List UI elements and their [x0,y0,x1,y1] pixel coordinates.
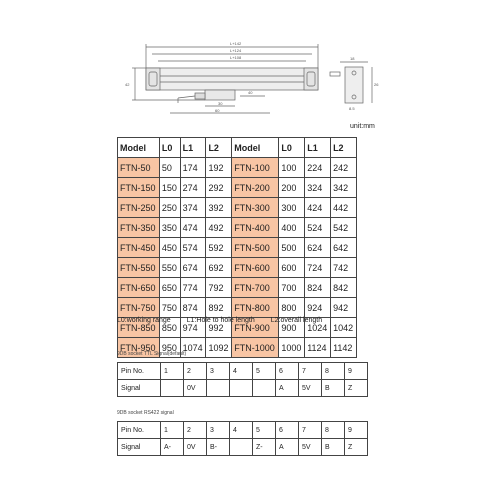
value-cell: 242 [331,158,357,178]
value-cell: 700 [279,278,305,298]
value-cell: 874 [180,298,206,318]
value-cell: 974 [180,318,206,338]
signal-cell [230,380,253,397]
model-cell: FTN-150 [118,178,160,198]
rs422-signal-row [118,439,368,456]
signal-cell: A [276,439,299,456]
value-cell: 900 [279,318,305,338]
value-cell: 792 [206,278,232,298]
pin-cell: 9 [345,363,368,380]
dim-side-bottom-label: 8.5 [349,106,355,111]
pin-cell: 8 [322,363,345,380]
value-cell: 800 [279,298,305,318]
spec-row [118,298,357,318]
model-cell: FTN-200 [232,178,279,198]
pin-cell: 6 [276,422,299,439]
signal-cell: Z [345,439,368,456]
value-cell: 400 [279,218,305,238]
value-cell: 650 [159,278,180,298]
legend-l1: L1:Hole to hole length [186,317,255,324]
value-cell: 250 [159,198,180,218]
value-cell: 542 [331,218,357,238]
dim-side-height-label: 26 [374,82,379,87]
value-cell: 150 [159,178,180,198]
value-cell: 442 [331,198,357,218]
model-cell: FTN-1000 [232,338,279,358]
model-cell: FTN-750 [118,298,160,318]
value-cell: 1000 [279,338,305,358]
spec-table [117,137,357,358]
value-cell: 574 [180,238,206,258]
value-cell: 500 [279,238,305,258]
signal-cell [230,439,253,456]
value-cell: 750 [159,298,180,318]
technical-drawing [0,0,500,125]
signal-cell: Z- [253,439,276,456]
unit-label: unit:mm [350,123,375,130]
value-cell: 642 [331,238,357,258]
value-cell: 524 [305,218,331,238]
model-cell: FTN-800 [232,298,279,318]
signal-label: Signal [118,439,161,456]
pin-cell: 1 [161,363,184,380]
value-cell: 774 [180,278,206,298]
header-l1: L1 [180,138,206,158]
pin-cell: 9 [345,422,368,439]
signal-cell [161,380,184,397]
value-cell: 892 [206,298,232,318]
signal-cell: A [276,380,299,397]
dim-bottom-label: 60 [215,108,220,113]
value-cell: 374 [180,198,206,218]
value-cell: 324 [305,178,331,198]
spec-table-body [118,158,357,358]
signal-cell: 0V [184,380,207,397]
pin-cell: 2 [184,422,207,439]
dim-head-label: 30 [218,101,223,106]
spec-row [118,198,357,218]
signal-cell [207,380,230,397]
spec-row [118,258,357,278]
dim-side-width-label: 18 [350,56,355,61]
value-cell: 600 [279,258,305,278]
header-l0: L0 [159,138,180,158]
header-l2-2: L2 [331,138,357,158]
value-cell: 492 [206,218,232,238]
model-cell: FTN-100 [232,158,279,178]
model-cell: FTN-400 [232,218,279,238]
pin-cell: 4 [230,363,253,380]
model-cell: FTN-250 [118,198,160,218]
value-cell: 174 [180,158,206,178]
pin-label: Pin No. [118,363,161,380]
pin-cell: 7 [299,422,322,439]
pin-cell: 3 [207,422,230,439]
value-cell: 392 [206,198,232,218]
pin-cell: 3 [207,363,230,380]
model-cell: FTN-350 [118,218,160,238]
value-cell: 224 [305,158,331,178]
model-cell: FTN-500 [232,238,279,258]
model-cell: FTN-650 [118,278,160,298]
value-cell: 474 [180,218,206,238]
legend-l0: L0:working range [117,317,171,324]
value-cell: 1124 [305,338,331,358]
value-cell: 950 [159,338,180,358]
rs422-title: 9DB socket RS422 signal [117,410,174,416]
pin-cell: 8 [322,422,345,439]
model-cell: FTN-450 [118,238,160,258]
pin-cell: 5 [253,422,276,439]
model-cell: FTN-300 [232,198,279,218]
dim-overall-label: L+142 [230,41,242,46]
value-cell: 292 [206,178,232,198]
signal-cell: 0V [184,439,207,456]
spec-row [118,278,357,298]
signal-cell: B [322,380,345,397]
legend [117,317,336,324]
pin-label: Pin No. [118,422,161,439]
signal-cell: Z [345,380,368,397]
pin-cell: 2 [184,363,207,380]
pin-cell: 7 [299,363,322,380]
value-cell: 1092 [206,338,232,358]
rs422-table [117,421,368,456]
model-cell: FTN-50 [118,158,160,178]
value-cell: 50 [159,158,180,178]
model-cell: FTN-850 [118,318,160,338]
value-cell: 1024 [305,318,331,338]
header-model: Model [118,138,160,158]
pin-cell: 4 [230,422,253,439]
value-cell: 550 [159,258,180,278]
value-cell: 842 [331,278,357,298]
model-cell: FTN-900 [232,318,279,338]
dim-range-label: L+108 [230,55,242,60]
value-cell: 850 [159,318,180,338]
value-cell: 942 [331,298,357,318]
value-cell: 724 [305,258,331,278]
value-cell: 624 [305,238,331,258]
ttl-pin-row [118,363,368,380]
ttl-table [117,362,368,397]
signal-cell: B- [207,439,230,456]
rs422-pin-row [118,422,368,439]
value-cell: 450 [159,238,180,258]
signal-cell: 5V [299,380,322,397]
value-cell: 350 [159,218,180,238]
value-cell: 824 [305,278,331,298]
value-cell: 274 [180,178,206,198]
value-cell: 1142 [331,338,357,358]
value-cell: 100 [279,158,305,178]
value-cell: 200 [279,178,305,198]
dim-offset-label: 40 [248,90,253,95]
spec-row [118,238,357,258]
pin-cell: 1 [161,422,184,439]
value-cell: 674 [180,258,206,278]
spec-header-row [118,138,357,158]
signal-cell: A- [161,439,184,456]
model-cell: FTN-950 [118,338,160,358]
ttl-title: 9DB socket TTL Signal(default) [117,351,187,357]
model-cell: FTN-550 [118,258,160,278]
signal-cell [253,380,276,397]
spec-row [118,218,357,238]
value-cell: 300 [279,198,305,218]
header-l1-2: L1 [305,138,331,158]
value-cell: 692 [206,258,232,278]
value-cell: 424 [305,198,331,218]
model-cell: FTN-600 [232,258,279,278]
value-cell: 1074 [180,338,206,358]
signal-cell: B [322,439,345,456]
value-cell: 592 [206,238,232,258]
value-cell: 1042 [331,318,357,338]
header-l0-2: L0 [279,138,305,158]
dim-height-label: 42 [125,82,130,87]
spec-row [118,178,357,198]
pin-cell: 6 [276,363,299,380]
header-l2: L2 [206,138,232,158]
value-cell: 742 [331,258,357,278]
value-cell: 192 [206,158,232,178]
ttl-signal-row [118,380,368,397]
header-model-2: Model [232,138,279,158]
signal-cell: 5V [299,439,322,456]
pin-cell: 5 [253,363,276,380]
value-cell: 342 [331,178,357,198]
legend-l2: L2:overall length [270,317,323,324]
spec-row [118,158,357,178]
value-cell: 924 [305,298,331,318]
dim-hole-label: L+124 [230,48,242,53]
signal-label: Signal [118,380,161,397]
value-cell: 992 [206,318,232,338]
model-cell: FTN-700 [232,278,279,298]
